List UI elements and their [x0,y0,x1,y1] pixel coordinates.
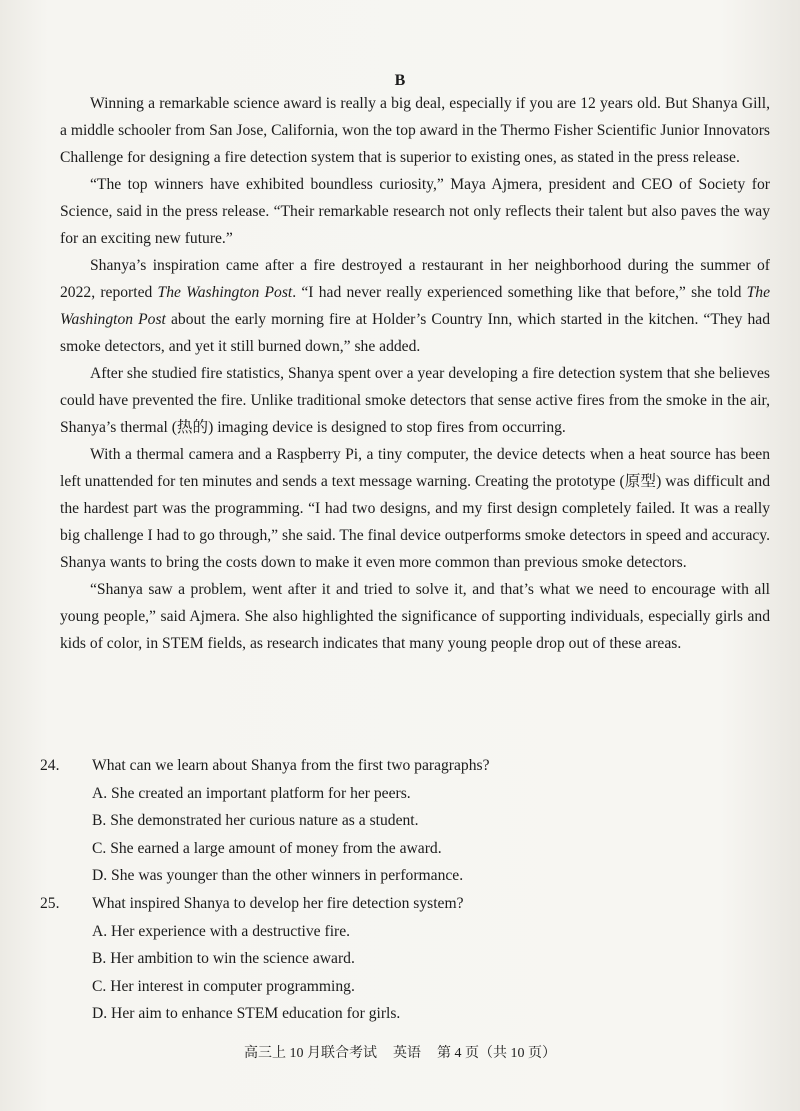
paragraph-1 [60,90,770,171]
paragraph-2 [60,171,770,252]
passage [60,90,770,657]
paragraph-text: Shanya’s inspiration came after a fire destroyed a restaurant in her neighborhood during the summer of 2022, reported [60,257,770,301]
question-number: 25. [40,895,60,912]
option-b: B. She demonstrated her curious nature as a student. [92,812,419,829]
paragraph-text: about the early morning fire at Holder’s Country Inn, which started in the kitchen. “They had smoke detectors, and yet it still burned down,” she added. [60,311,770,355]
paragraph-text: “The top winners have exhibited boundless curiosity,” Maya Ajmera, president and CEO of Society for Science, said in the press release. “Their remarkable research not only reflects their talent but also paves the way for an exciting new future.” [60,176,770,247]
newspaper-title: The Washington Post [60,284,770,328]
paragraph-text: After she studied fire statistics, Shanya spent over a year developing a fire detection system that she believes could have prevented the fire. Unlike traditional smoke detectors that sense active fires from the smoke in the air, Shanya’s thermal (热的) imaging device is designed to stop fires from occurring. [60,365,770,436]
paragraph-text: “Shanya saw a problem, went after it and tried to solve it, and that’s what we need to encourage with all young people,” said Ajmera. She also highlighted the significance of supporting individuals, especially girls and kids of color, in STEM fields, as research indicates that many young people drop out of these areas. [60,581,770,652]
section-label: B [394,72,406,89]
option-d: D. Her aim to enhance STEM education for girls. [92,1005,401,1022]
question-24 [40,752,760,890]
option-c: C. She earned a large amount of money from the award. [92,839,442,857]
option-a: A. She created an important platform for her peers. [92,784,411,802]
paragraph-text: Winning a remarkable science award is really a big deal, especially if you are 12 years old. But Shanya Gill, a middle schooler from San Jose, California, won the top award in the Thermo Fisher Scientific Junior Innovators Challenge for designing a fire detection system that is superior to existing ones, as stated in the press release. [60,95,770,166]
question-number: 24. [40,757,60,774]
option-b: B. Her ambition to win the science award. [92,950,355,967]
paragraph-6 [60,576,770,657]
question-stem: What inspired Shanya to develop her fire detection system? [92,895,464,912]
paragraph-text: With a thermal camera and a Raspberry Pi, a tiny computer, the device detects when a heat source has been left unattended for ten minutes and sends a text message warning. Creating the prototype (原型) was difficult and the hardest part was the programming. “I had two designs, and my first design completely failed. It was a really big challenge I had to go through,” she said. The final device outperforms smoke detectors in speed and accuracy. Shanya wants to bring the costs down to make it even more common than previous smoke detectors. [60,446,770,571]
exam-name: 高三上 10 月联合考试 [244,1046,377,1061]
page-number: 第 4 页（共 10 页） [437,1046,556,1061]
paragraph-5 [60,441,770,576]
option-c: C. Her interest in computer programming. [92,977,355,995]
page-footer [0,1042,800,1062]
paragraph-4 [60,360,770,441]
newspaper-title: The Washington Post [157,284,293,301]
option-d: D. She was younger than the other winners in performance. [92,867,464,884]
subject: 英语 [393,1046,421,1061]
paragraph-text: . “I had never really experienced something like that before,” she told [292,284,747,301]
paragraph-3 [60,252,770,360]
option-a: A. Her experience with a destructive fire. [92,922,351,940]
question-25 [40,890,760,1028]
question-stem: What can we learn about Shanya from the first two paragraphs? [92,757,490,774]
